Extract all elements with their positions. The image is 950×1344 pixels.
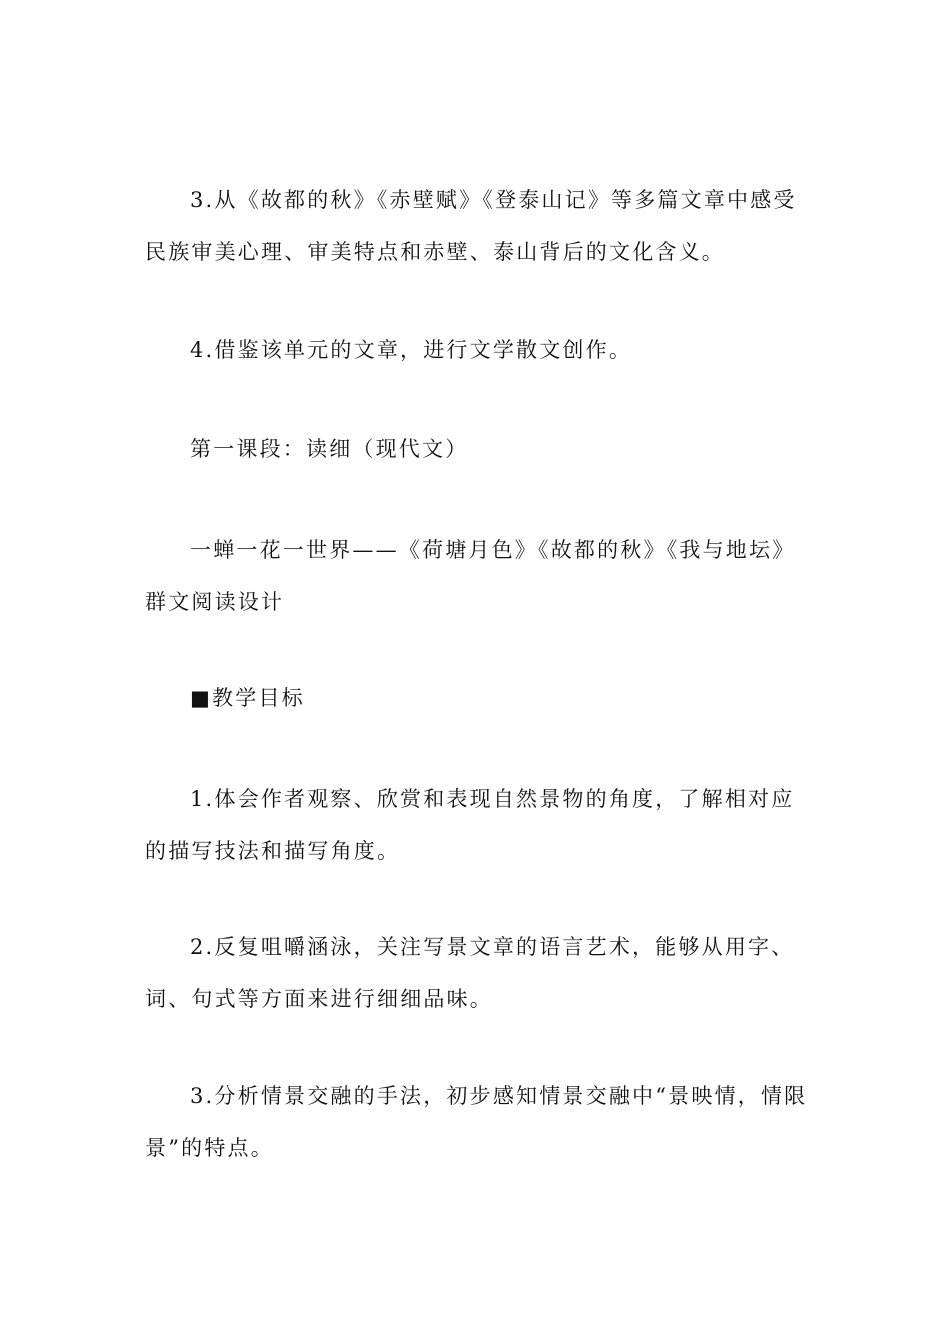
lesson-title: 一蝉一花一世界——《荷塘月色》《故都的秋》《我与地坛》群文阅读设计	[145, 538, 796, 614]
teaching-goal-1: 1.体会作者观察、欣赏和表现自然景物的角度，了解相对应的描写技法和描写角度。	[145, 787, 795, 863]
teaching-goal-3: 3.分析情景交融的手法，初步感知情景交融中“景映情，情限景”的特点。	[145, 1084, 808, 1160]
teaching-goal-2: 2.反复咀嚼涵泳，关注写景文章的语言艺术，能够从用字、词、句式等方面来进行细细品味。	[145, 935, 795, 1011]
section-heading-first-segment: 第一课段：读细（现代文）	[190, 437, 469, 461]
paragraph-goal-4-writing: 4.借鉴该单元的文章，进行文学散文创作。	[190, 338, 633, 362]
teaching-goals-heading: ■教学目标	[190, 686, 305, 710]
paragraph-goal-3-culture: 3.从《故都的秋》《赤壁赋》《登泰山记》等多篇文章中感受民族审美心理、审美特点和赤壁、泰山背后的文化含义。	[145, 188, 797, 264]
